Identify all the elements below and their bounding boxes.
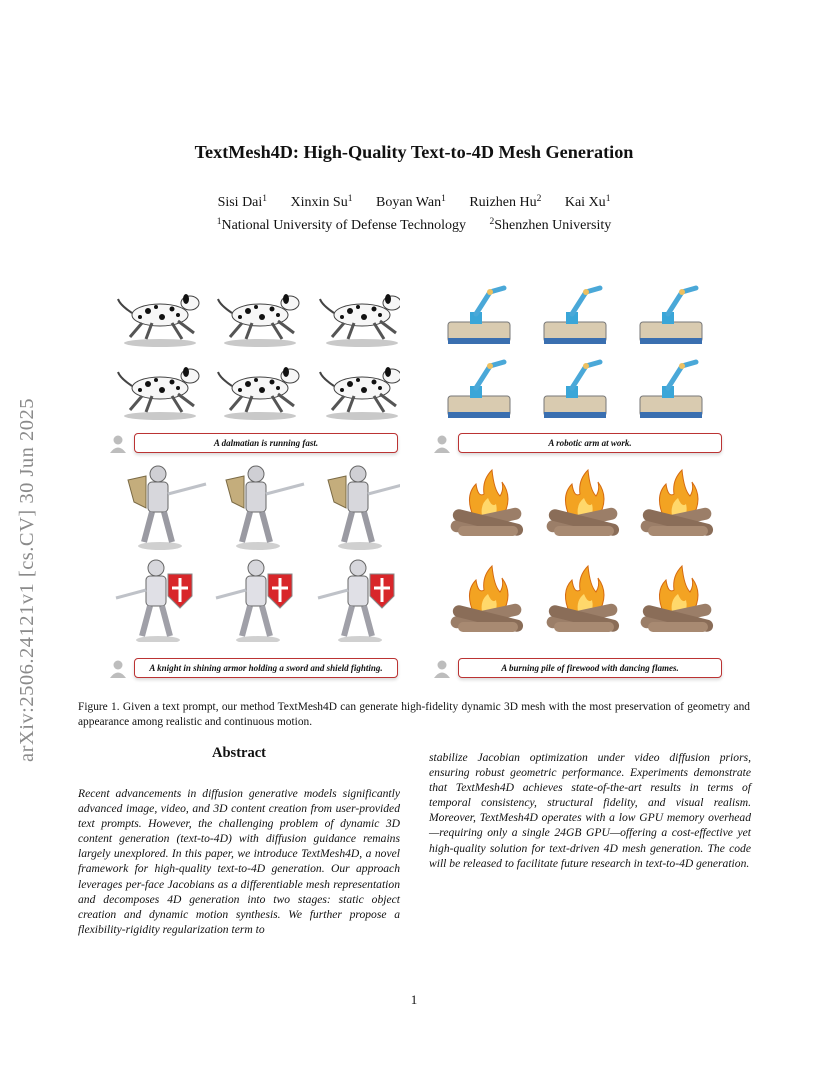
figure-caption: Figure 1. Given a text prompt, our method TextMesh4D can generate high-fidelity dynamic 3D mesh with the most preservation of geometry and appearance among realistic and continuous motion. [78, 701, 750, 728]
figure-panel-robotic-arm [428, 280, 724, 475]
prompt-bar [104, 658, 400, 680]
prompt-bar [428, 433, 724, 455]
prompt-text: A robotic arm at work. [458, 433, 722, 453]
author: Boyan Wan$^1$ [375, 194, 446, 210]
prompt-text: A dalmatian is running fast. [134, 433, 398, 453]
arxiv-stamp: arXiv:2506.24121v1 [cs.CV] 30 Jun 2025 [16, 397, 38, 762]
affiliation: $^2$Shenzhen University [489, 217, 612, 233]
author: Xinxin Su$^1$ [290, 194, 353, 210]
author: Ruizhen Hu$^2$ [469, 194, 542, 210]
paper-title: TextMesh4D: High-Quality Text-to-4D Mesh Generation [194, 142, 634, 162]
affiliation: $^1$National University of Defense Technology [216, 217, 466, 233]
author-list [0, 195, 828, 211]
prompt-bar [428, 658, 724, 680]
affiliation-list [0, 218, 828, 234]
user-icon [432, 434, 452, 454]
prompt-bar [104, 433, 400, 455]
abstract-right-column: stabilize Jacobian optimization under video diffusion priors, ensuring robust geometric performance. Experiments demonstrate that TextMesh4D achieves state-of-the-art results in terms of temporal consistency, structural fidelity, and visual realism. Moreover, TextMesh4D operates with a low GPU memory overhead—requiring only a single 24GB GPU—offering a cost-effective yet high-quality solution for text-driven 4D mesh generation. The code will be released to facilitate future research in text-to-4D generation. [429, 751, 751, 870]
firewood-frames [428, 462, 724, 642]
figure-panel-knight [104, 462, 400, 673]
page-number: 1 [410, 992, 418, 1007]
user-icon [108, 659, 128, 679]
user-icon [432, 659, 452, 679]
abstract-left-column: Recent advancements in diffusion generative models significantly advanced image, video, and 3D content creation from user-provided text prompts. However, the challenging problem of dynamic 3D content generation (text-to-4D) with diffusion guidance remains largely unexplored. In this paper, we introduce TextMesh4D, a novel framework for high-quality text-to-4D generation. Our approach leverages per-face Jacobians as a differentiable mesh representation and decomposes 4D generation into two stages: static object creation and dynamic motion synthesis. We further propose a flexibility-rigidity regularization term to [78, 787, 400, 936]
knight-frames [104, 462, 400, 642]
figure-panel-dalmatian [104, 280, 400, 475]
user-icon [108, 434, 128, 454]
prompt-text: A knight in shining armor holding a sword and shield fighting. [134, 658, 398, 678]
dalmatian-frames [104, 280, 400, 430]
author: Kai Xu$^1$ [564, 194, 611, 210]
author: Sisi Dai$^1$ [217, 194, 268, 210]
abstract-heading: Abstract [212, 745, 266, 761]
figure-panel-firewood [428, 462, 724, 673]
robotic-arm-frames [428, 280, 724, 430]
prompt-text: A burning pile of firewood with dancing flames. [458, 658, 722, 678]
